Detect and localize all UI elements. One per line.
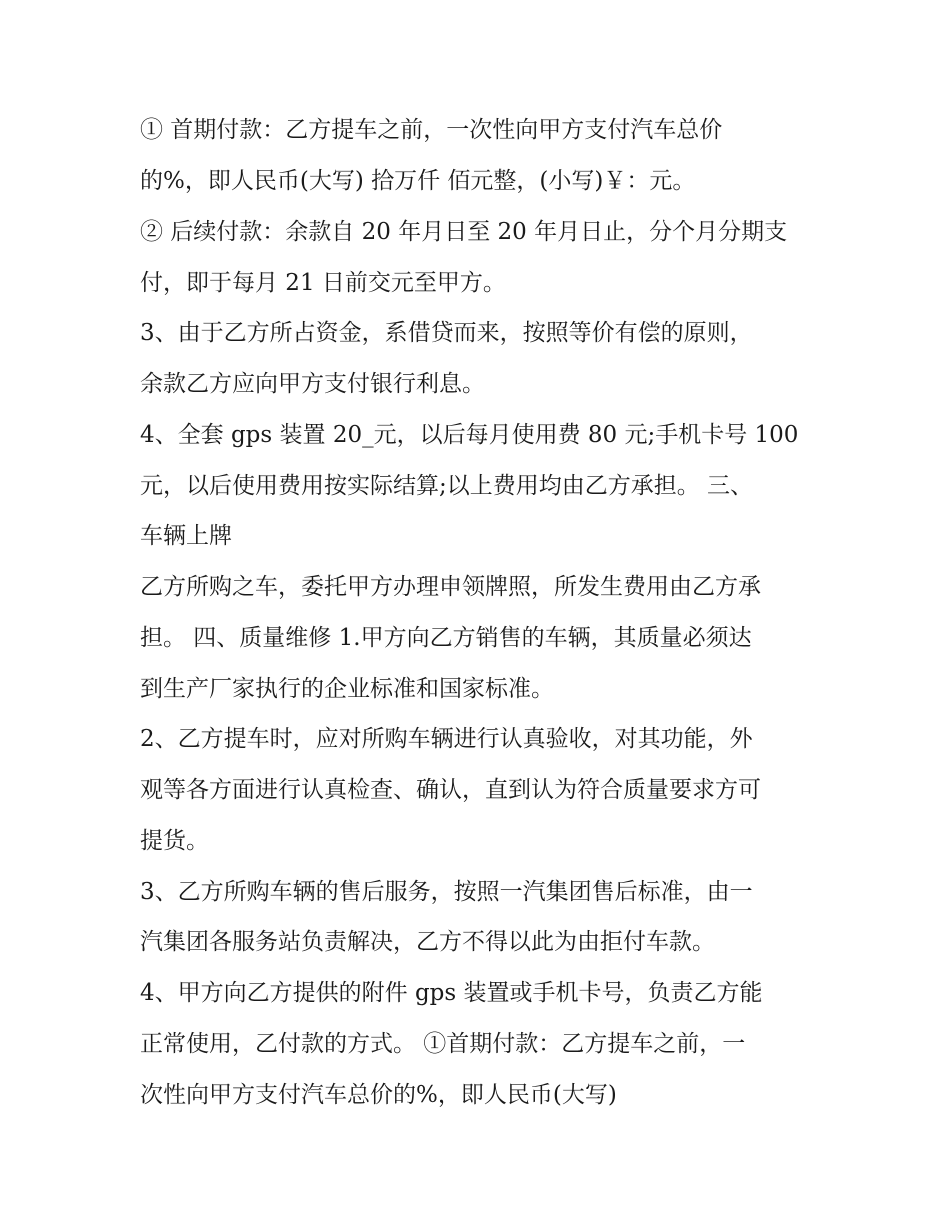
text-line: 汽集团各服务站负责解决，乙方不得以此为由拒付车款。 xyxy=(140,929,715,955)
text-line: 观等各方面进行认真检查、确认，直到认为符合质量要求方可 xyxy=(140,777,761,803)
text-line: 乙方所购之车，委托甲方办理申领牌照，所发生费用由乙方承 xyxy=(140,574,761,600)
text-line: 3、由于乙方所占资金，系借贷而来，按照等价有偿的原则， xyxy=(140,320,753,346)
text-line: 3、乙方所购车辆的售后服务，按照一汽集团售后标准，由一 xyxy=(140,879,753,905)
text-line: 付，即于每月 21 日前交元至甲方。 xyxy=(140,270,506,296)
text-line: 提货。 xyxy=(140,828,209,854)
text-line: 4、甲方向乙方提供的附件 gps 装置或手机卡号，负责乙方能 xyxy=(140,980,763,1006)
text-line: 的%，即人民币(大写) 拾万仟 佰元整，(小写)￥：元。 xyxy=(140,168,696,194)
text-line: 到生产厂家执行的企业标准和国家标准。 xyxy=(140,676,554,702)
text-line: ① 首期付款：乙方提车之前，一次性向甲方支付汽车总价 xyxy=(140,117,723,143)
text-line: 4、全套 gps 装置 20_元，以后每月使用费 80 元;手机卡号 100 xyxy=(140,422,799,448)
text-line: ② 后续付款：余款自 20 年月日至 20 年月日止，分个月分期支 xyxy=(140,219,788,245)
text-line: 担。 四、质量维修 1.甲方向乙方销售的车辆，其质量必须达 xyxy=(140,625,752,651)
text-line: 余款乙方应向甲方支付银行利息。 xyxy=(140,371,485,397)
text-line: 元，以后使用费用按实际结算;以上费用均由乙方承担。 三、 xyxy=(140,473,754,499)
text-line: 车辆上牌 xyxy=(140,523,232,549)
text-line: 正常使用，乙付款的方式。 ①首期付款：乙方提车之前，一 xyxy=(140,1031,746,1057)
text-line: 次性向甲方支付汽车总价的%，即人民币(大写) xyxy=(140,1082,617,1108)
text-line: 2、乙方提车时，应对所购车辆进行认真验收，对其功能，外 xyxy=(140,726,753,752)
